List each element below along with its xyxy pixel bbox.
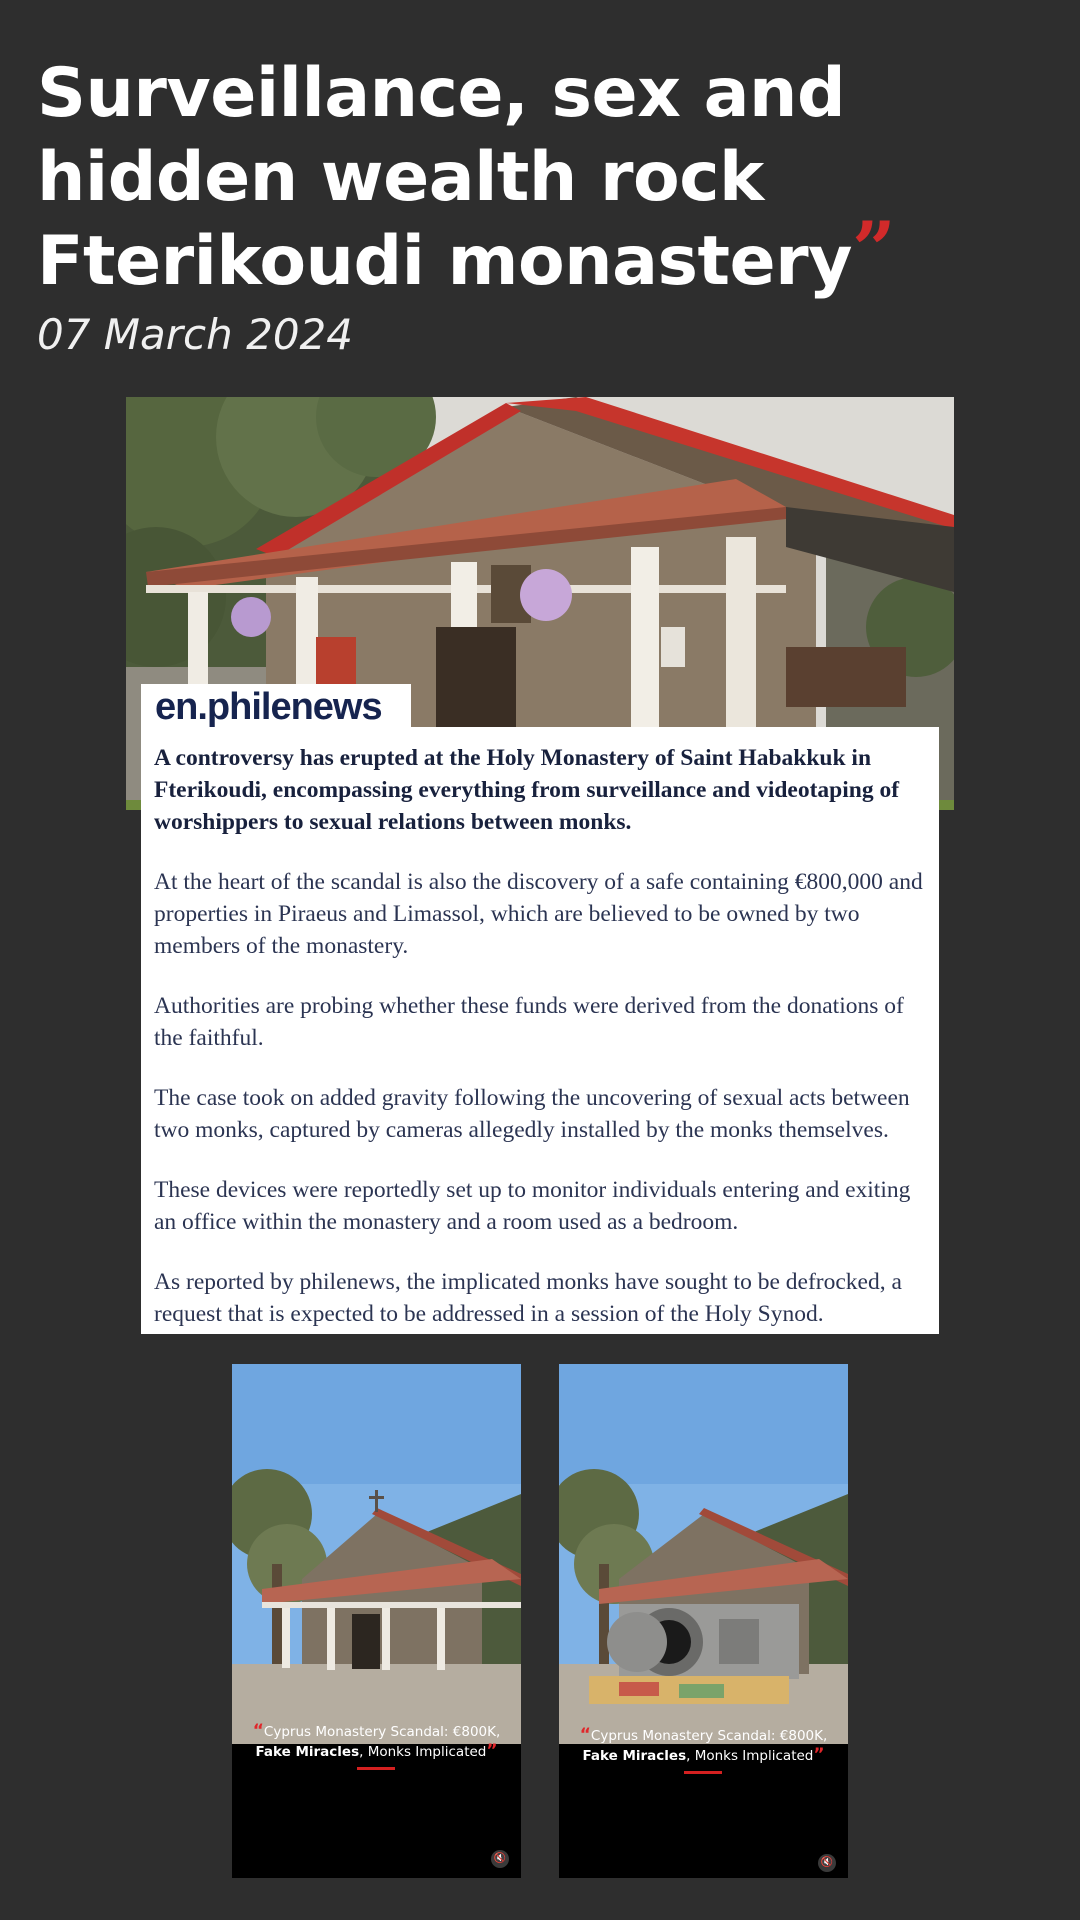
article-paragraph: At the heart of the scandal is also the discovery of a safe containing €800,000 and properties in Piraeus and Limassol, which are believed to be owned by two members of the monastery. bbox=[154, 869, 923, 959]
video-thumbnail-chapel bbox=[232, 1364, 521, 1878]
caption-open-quote: “ bbox=[579, 1725, 591, 1745]
article-paragraph: Authorities are probing whether these funds were derived from the donations of the faithful. bbox=[154, 993, 904, 1051]
caption-rest: , Monks Implicated bbox=[686, 1748, 814, 1764]
article-paragraph: As reported by philenews, the implicated monks have sought to be defrocked, a request that is expected to be addressed in a session of the Holy Synod. bbox=[154, 1269, 902, 1327]
caption-bold: Fake Miracles bbox=[582, 1748, 687, 1764]
video-player-2[interactable] bbox=[559, 1364, 848, 1878]
caption-bold: Fake Miracles bbox=[255, 1744, 360, 1760]
article-card bbox=[141, 727, 939, 1334]
article-paragraph: These devices were reportedly set up to monitor individuals entering and exiting an office within the monastery and a room used as a bedroom. bbox=[154, 1177, 911, 1235]
caption-line1: Cyprus Monastery Scandal: €800K, bbox=[590, 1728, 828, 1744]
caption-rest: , Monks Implicated bbox=[359, 1744, 487, 1760]
article-lead: A controversy has erupted at the Holy Monastery of Saint Habakkuk in Fterikoudi, encompassing everything from surveillance and videotaping of worshippers to sexual relations between monks. bbox=[154, 745, 900, 835]
caption-close-quote: ” bbox=[813, 1745, 825, 1765]
caption-underline bbox=[357, 1767, 395, 1770]
caption-close-quote: ” bbox=[486, 1741, 498, 1761]
source-logo bbox=[141, 684, 411, 734]
article-body bbox=[154, 742, 930, 1358]
muted-speaker-icon[interactable]: 🔇 bbox=[818, 1854, 836, 1872]
caption-open-quote: “ bbox=[252, 1721, 264, 1741]
muted-speaker-icon[interactable]: 🔇 bbox=[491, 1850, 509, 1868]
caption-underline bbox=[684, 1771, 722, 1774]
title-quote-mark: ” bbox=[851, 205, 896, 294]
article-paragraph: The case took on added gravity following the uncovering of sexual acts between two monks, captured by cameras allegedly installed by the monks themselves. bbox=[154, 1085, 910, 1143]
video-caption bbox=[559, 1726, 848, 1766]
video-caption bbox=[232, 1722, 521, 1762]
caption-line1: Cyprus Monastery Scandal: €800K, bbox=[263, 1724, 501, 1740]
video-thumbnail-vault bbox=[559, 1364, 848, 1878]
video-player-1[interactable] bbox=[232, 1364, 521, 1878]
article-date: 07 March 2024 bbox=[37, 310, 353, 359]
article-title-text: Surveillance, sex and hidden wealth rock Fterikoudi monastery bbox=[37, 54, 852, 301]
source-logo-text: en.philenews bbox=[155, 686, 382, 728]
article-title bbox=[37, 52, 1037, 304]
